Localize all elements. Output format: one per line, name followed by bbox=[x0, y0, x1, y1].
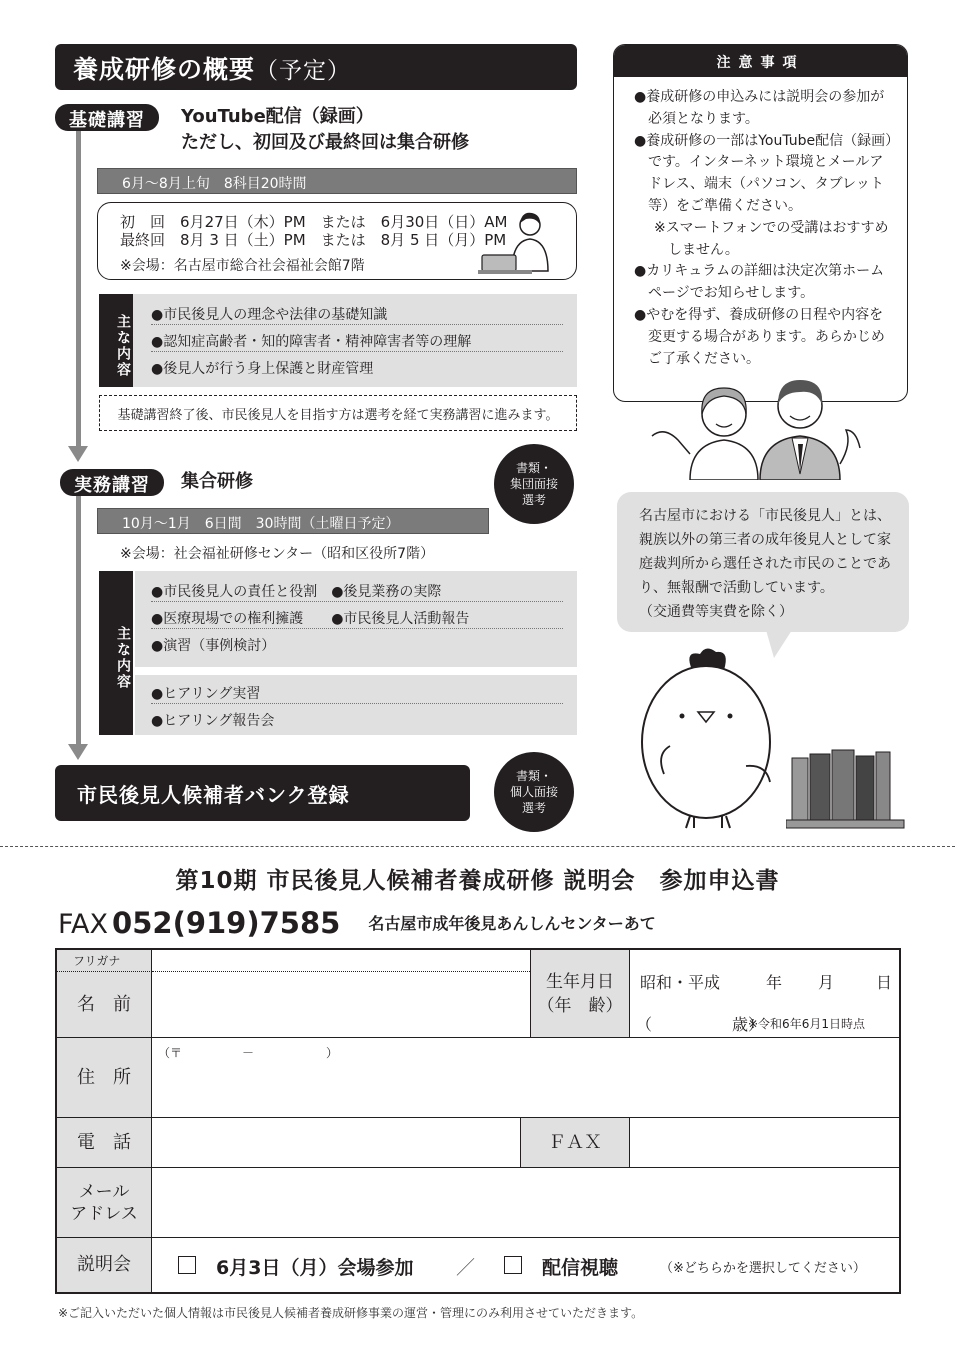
practical-content-list-a bbox=[151, 575, 563, 656]
practical-content-label: 主な内容 bbox=[99, 571, 133, 735]
basic-content-item: ●後見人が行う身上保護と財産管理 bbox=[151, 361, 374, 377]
practical-content-item: ●市民後見人の責任と役割 ●後見業務の実際 bbox=[151, 575, 563, 602]
notice-sub-item: ※スマートフォンでの受講はおすすめしません。 bbox=[654, 219, 889, 258]
flow-line-practical bbox=[76, 494, 81, 746]
schedule-last-date: 8月 3 日（土）PM または 8月 5 日（月）PM bbox=[180, 231, 507, 249]
notice-title: 注意事項 bbox=[614, 45, 907, 77]
birth-day: 日 bbox=[876, 973, 893, 992]
cut-line bbox=[0, 846, 955, 847]
phone-input[interactable] bbox=[152, 1118, 520, 1168]
name-label: 名 前 bbox=[57, 972, 152, 1038]
chick-mascot-illustration bbox=[634, 644, 784, 830]
basic-course-line1: YouTube配信（録画） bbox=[181, 106, 374, 127]
practical-period-bar: 10月～1月 6日間 30時間（土曜日予定） bbox=[97, 508, 489, 534]
email-label: メール アドレス bbox=[57, 1168, 152, 1238]
birth-month: 月 bbox=[818, 973, 835, 992]
practical-content-list-b bbox=[151, 677, 563, 731]
selection-circle-individual: 書類・ 個人面接 選考 bbox=[494, 752, 574, 832]
fax-number: 052(919)7585 bbox=[112, 906, 341, 940]
birth-label: 生年月日 （年 齢） bbox=[530, 950, 630, 1038]
birth-input[interactable] bbox=[630, 950, 899, 1038]
basic-schedule-box bbox=[97, 202, 577, 280]
fax-recipient: 名古屋市成年後見あんしんセンターあて bbox=[368, 914, 656, 933]
notice-item: ●養成研修の一部はYouTube配信（録画）です。インターネット環境とメールアドレス、端末（パソコン、タブレット等）をご準備ください。 bbox=[634, 132, 893, 214]
schedule-first-date: 6月27日（木）PM または 6月30日（日）AM bbox=[180, 213, 508, 231]
basic-course-label: 基礎講習 bbox=[55, 104, 159, 131]
age-field: （ 歳） bbox=[636, 1015, 765, 1034]
choose-one-note: （※どちらかを選択してください） bbox=[660, 1261, 866, 1276]
fax-destination-line bbox=[58, 906, 656, 940]
birth-era: 昭和・平成 bbox=[640, 973, 721, 992]
basic-progress-note: 基礎講習終了後、市民後見人を目指す方は選考を経て実務講習に進みます。 bbox=[99, 395, 577, 431]
overview-title-suffix: （予定） bbox=[255, 58, 352, 84]
candidate-bank-label: 市民後見人候補者バンク登録 bbox=[55, 765, 470, 821]
session-options bbox=[152, 1238, 899, 1292]
schedule-last-label: 最終回 bbox=[120, 231, 166, 249]
practical-course-head: 集合研修 bbox=[181, 471, 253, 492]
flow-arrow-practical bbox=[68, 744, 88, 760]
laptop-person-illustration bbox=[478, 207, 570, 277]
notice-box bbox=[613, 44, 908, 402]
option-separator: ／ bbox=[456, 1257, 476, 1279]
basic-content-item: ●市民後見人の理念や法律の基礎知識 bbox=[151, 298, 563, 325]
basic-course-line2: ただし、初回及び最終回は集合研修 bbox=[181, 132, 469, 153]
basic-content-item: ●認知症高齢者・知的障害者・精神障害者等の理解 bbox=[151, 325, 563, 352]
notice-body bbox=[614, 77, 907, 370]
practical-content-item: ●ヒアリング実習 bbox=[151, 677, 563, 704]
email-input[interactable] bbox=[152, 1168, 899, 1238]
flow-line-basic bbox=[76, 128, 81, 448]
practical-venue: ※会場：社会福祉研修センター（昭和区役所7階） bbox=[120, 546, 435, 562]
bubble-text: 名古屋市における「市民後見人」とは、親族以外の第三者の成年後見人として家庭裁判所から選任された市民のことであり、無報酬で活動しています。 bbox=[639, 508, 891, 596]
flow-arrow-basic bbox=[68, 446, 88, 462]
furigana-label: フリガナ bbox=[57, 950, 152, 972]
form-title: 第10期 市民後見人候補者養成研修 説明会 参加申込書 bbox=[175, 868, 780, 894]
citizen-guardian-bubble bbox=[617, 492, 909, 632]
basic-content-label: 主な内容 bbox=[99, 294, 133, 387]
notice-item: ●養成研修の申込みには説明会の参加が必須となります。 bbox=[634, 89, 885, 127]
practical-content-item: ●医療現場での権利擁護 ●市民後見人活動報告 bbox=[151, 602, 563, 629]
people-illustration bbox=[650, 374, 865, 480]
practical-content-group-a bbox=[135, 571, 577, 667]
fax-label: FAX bbox=[58, 909, 109, 940]
overview-title bbox=[55, 44, 577, 90]
furigana-input[interactable] bbox=[152, 950, 530, 972]
bubble-note: （交通費等実費を除く） bbox=[639, 604, 793, 620]
practical-content-item: ●演習（事例検討） bbox=[151, 638, 276, 654]
notice-item: ●やむを得ず、養成研修の日程や内容を変更する場合があります。あらかじめご了承ください。 bbox=[634, 306, 885, 367]
practical-content-box bbox=[99, 571, 577, 735]
privacy-footnote: ※ご記入いただいた個人情報は市民後見人候補者養成研修事業の運営・管理にのみ利用させていただきます。 bbox=[58, 1306, 644, 1320]
basic-content-box bbox=[99, 294, 577, 387]
practical-content-item: ●ヒアリング報告会 bbox=[151, 713, 275, 729]
selection-circle-group: 書類・ 集団面接 選考 bbox=[494, 444, 574, 524]
onsite-option-label: 6月3日（月）会場参加 bbox=[216, 1257, 414, 1279]
overview-title-text: 養成研修の概要 bbox=[73, 55, 256, 84]
stream-checkbox[interactable] bbox=[504, 1256, 522, 1274]
practical-course-label: 実務講習 bbox=[60, 469, 164, 496]
onsite-checkbox[interactable] bbox=[178, 1256, 196, 1274]
phone-label: 電 話 bbox=[57, 1118, 152, 1168]
fax-field-label: ＦＡＸ bbox=[520, 1118, 630, 1168]
practical-content-group-b bbox=[135, 675, 577, 735]
application-form-table bbox=[55, 948, 901, 1294]
basic-venue: ※会場：名古屋市総合社会福祉会館7階 bbox=[120, 258, 365, 274]
schedule-first-label: 初 回 bbox=[120, 213, 166, 231]
session-label: 説明会 bbox=[57, 1238, 152, 1292]
address-label: 住 所 bbox=[57, 1038, 152, 1118]
books-illustration bbox=[786, 744, 908, 832]
birth-year: 年 bbox=[766, 973, 783, 992]
basic-content-list bbox=[151, 298, 563, 379]
postal-code-field: （〒 － ） bbox=[158, 1046, 339, 1060]
schedule-last bbox=[120, 230, 506, 250]
fax-input[interactable] bbox=[630, 1118, 899, 1168]
address-input[interactable] bbox=[152, 1038, 899, 1118]
stream-option-label: 配信視聴 bbox=[542, 1257, 619, 1279]
age-note: ※令和6年6月1日時点 bbox=[748, 1017, 865, 1031]
name-input[interactable] bbox=[152, 972, 530, 1038]
schedule-first bbox=[120, 212, 507, 232]
basic-period-bar: 6月～8月上旬 8科目20時間 bbox=[97, 168, 577, 194]
notice-item: ●カリキュラムの詳細は決定次第ホームページでお知らせします。 bbox=[634, 263, 885, 302]
